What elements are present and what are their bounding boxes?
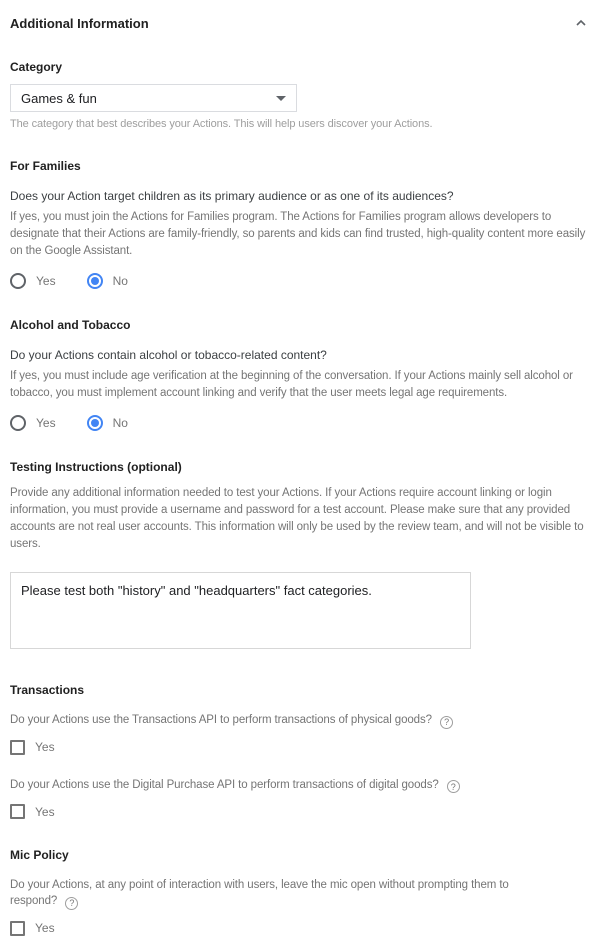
for-families-option-no[interactable] xyxy=(87,273,128,289)
category-helper-text: The category that best describes your Actions. This will help users discover your Actions. xyxy=(10,118,433,130)
collapse-section-button[interactable] xyxy=(573,15,589,31)
radio-selected-icon[interactable] xyxy=(87,415,103,431)
transactions-question-digital xyxy=(10,777,595,794)
help-icon[interactable]: ? xyxy=(447,780,460,793)
mic-policy-section xyxy=(10,848,595,936)
radio-label: Yes xyxy=(36,416,56,430)
radio-label: No xyxy=(112,416,128,430)
radio-unselected-icon[interactable] xyxy=(10,273,26,289)
mic-policy-heading: Mic Policy xyxy=(10,848,69,862)
for-families-radio-group xyxy=(10,273,595,289)
radio-label: Yes xyxy=(36,274,56,288)
for-families-option-yes[interactable] xyxy=(10,273,56,289)
checkbox-unchecked-icon[interactable] xyxy=(10,740,25,755)
mic-policy-question xyxy=(10,877,530,910)
radio-unselected-icon[interactable] xyxy=(10,415,26,431)
question-text: Do your Actions use the Digital Purchase API to perform transactions of digital goods? xyxy=(10,778,439,791)
checkbox-unchecked-icon[interactable] xyxy=(10,921,25,936)
question-text: Do your Actions, at any point of interaction with users, leave the mic open without prompting them to respond? xyxy=(10,879,509,907)
transactions-physical-checkbox-row[interactable] xyxy=(10,740,595,755)
mic-policy-checkbox-row[interactable] xyxy=(10,921,595,936)
checkbox-unchecked-icon[interactable] xyxy=(10,804,25,819)
testing-instructions-section xyxy=(10,460,595,654)
for-families-question: Does your Action target children as its primary audience or as one of its audiences? xyxy=(10,189,454,203)
panel-header xyxy=(10,15,595,31)
chevron-up-icon xyxy=(575,17,587,29)
testing-instructions-input[interactable] xyxy=(10,572,471,649)
alcohol-tobacco-option-no[interactable] xyxy=(87,415,128,431)
for-families-section xyxy=(10,159,595,289)
testing-instructions-heading: Testing Instructions (optional) xyxy=(10,460,182,474)
transactions-digital-checkbox-row[interactable] xyxy=(10,804,595,819)
category-label: Category xyxy=(10,60,63,74)
checkbox-label: Yes xyxy=(35,804,55,819)
category-section xyxy=(10,60,595,130)
help-icon[interactable]: ? xyxy=(440,716,453,729)
help-icon[interactable]: ? xyxy=(65,897,78,910)
alcohol-tobacco-option-yes[interactable] xyxy=(10,415,56,431)
alcohol-tobacco-radio-group xyxy=(10,415,595,431)
panel-title: Additional Information xyxy=(10,15,149,31)
category-selected-value: Games & fun xyxy=(21,90,97,106)
checkbox-label: Yes xyxy=(35,921,55,935)
transactions-question-physical xyxy=(10,712,595,729)
question-text: Do your Actions use the Transactions API to perform transactions of physical goods? xyxy=(10,714,432,726)
alcohol-tobacco-section xyxy=(10,318,595,431)
category-select[interactable] xyxy=(10,84,297,112)
transactions-section xyxy=(10,683,595,819)
alcohol-tobacco-description: If yes, you must include age verification at the beginning of the conversation. If your Actions mainly sell alcohol or tobacco, you must implement account linking and verify that the user meets legal age requirements. xyxy=(10,370,573,399)
radio-label: No xyxy=(112,274,128,288)
dropdown-arrow-icon xyxy=(276,96,286,101)
checkbox-label: Yes xyxy=(35,740,55,754)
alcohol-tobacco-heading: Alcohol and Tobacco xyxy=(10,318,131,332)
for-families-description: If yes, you must join the Actions for Families program. The Actions for Families program allows developers to designate that their Actions are family-friendly, so parents and kids can find trusted, high-quality content more easily on the Google Assistant. xyxy=(10,211,586,257)
for-families-heading: For Families xyxy=(10,159,81,173)
radio-selected-icon[interactable] xyxy=(87,273,103,289)
testing-instructions-description: Provide any additional information needed to test your Actions. If your Actions require account linking or login information, you must provide a username and password for a test account. Please make sure that any provided accounts are not real user accounts. This information will only be used by the review team, and will not be visible to users. xyxy=(10,487,584,550)
alcohol-tobacco-question: Do your Actions contain alcohol or tobacco-related content? xyxy=(10,348,327,362)
transactions-heading: Transactions xyxy=(10,683,85,697)
